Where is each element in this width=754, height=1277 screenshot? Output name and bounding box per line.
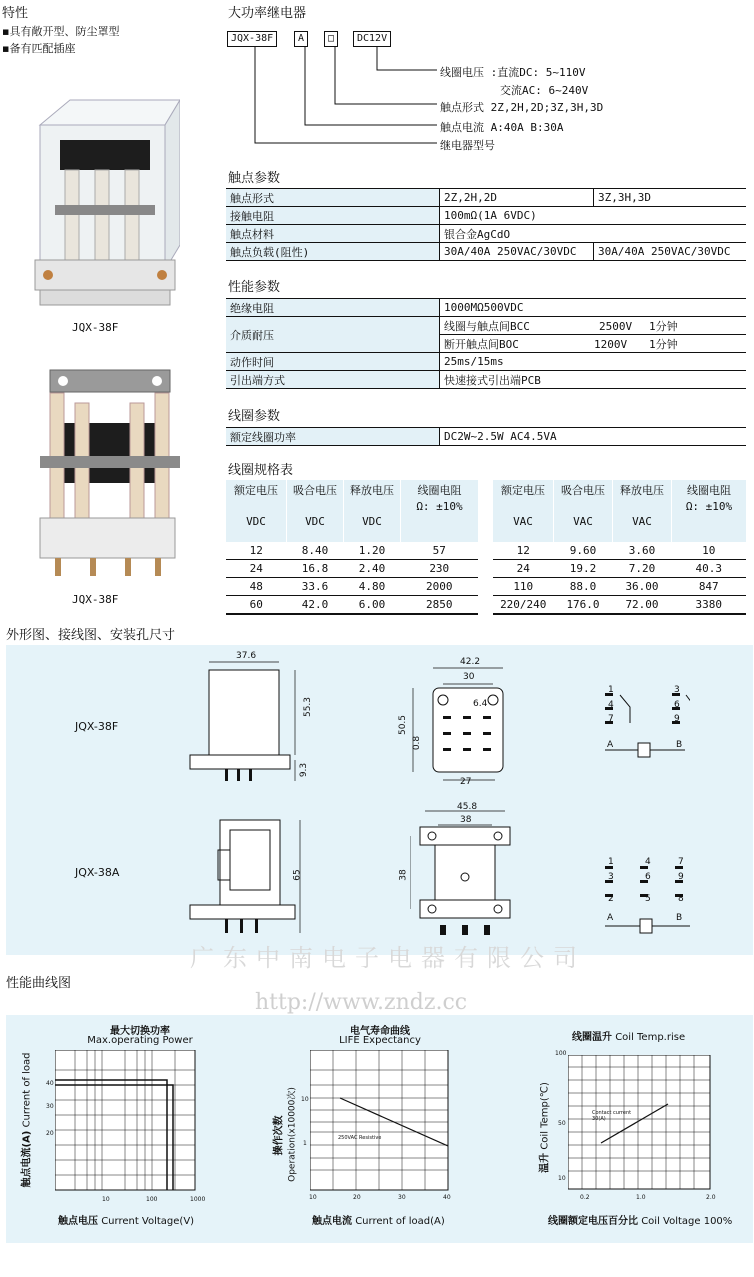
coil-params-title: 线圈参数	[228, 409, 281, 424]
company-watermark: 广东中南电子电器有限公司	[190, 944, 586, 972]
drawing-model-label: JQX-38A	[75, 866, 120, 879]
feature-item: ▪具有敞开型、防尘罩型	[2, 25, 120, 38]
x-tick: 100	[146, 1196, 158, 1203]
x-tick: 1.0	[636, 1194, 646, 1201]
pin-label: 5	[645, 894, 651, 904]
y-axis-label: Operation(x10000次)	[287, 1087, 298, 1182]
chart-annotation: Contact current 30(A)	[592, 1110, 632, 1122]
dim-label: 37.6	[236, 651, 257, 661]
coil-terminal-label: A	[607, 740, 614, 750]
photo-caption: JQX-38F	[72, 321, 119, 334]
chart-title-cn: 电气寿命曲线	[350, 1026, 410, 1037]
relay-photo-enclosed	[30, 95, 180, 310]
dim-label: 0.8	[412, 735, 423, 751]
curves-title: 性能曲线图	[6, 976, 72, 991]
legend-contact-form: 触点形式 2Z,2H,2D;3Z,3H,3D	[440, 101, 604, 114]
relay-photo-open	[35, 368, 185, 583]
dim-label: 9.3	[299, 762, 310, 778]
max-power-chart	[55, 1050, 200, 1195]
y-tick: 20	[46, 1130, 54, 1137]
y-tick: 10	[558, 1175, 566, 1182]
legend-model: 继电器型号	[440, 139, 495, 152]
x-tick: 10	[309, 1194, 317, 1201]
life-expectancy-chart	[310, 1050, 450, 1192]
coil-terminal-label: B	[676, 913, 683, 923]
pin-label: 1	[608, 685, 614, 695]
coil-spec-title: 线圈规格表	[228, 463, 294, 478]
coil-spec-ac-table: 额定电压 吸合电压 释放电压 线圈电阻 VAC VAC VAC Ω: ±10% 12 9.60 3.60 10 24 19.2 7.20 40.3 110 88.0 36.00 847 220/240 176.0 72.00 3380	[493, 480, 746, 615]
y-tick: 50	[558, 1120, 566, 1127]
x-tick: 10	[102, 1196, 110, 1203]
x-axis-label: 触点电压 Current Voltage(V)	[58, 1216, 195, 1227]
drawings-title: 外形图、接线图、安装孔尺寸	[6, 628, 176, 643]
pin-label: 4	[645, 857, 651, 867]
drawing-model-label: JQX-38F	[75, 720, 119, 733]
pin-label: 6	[674, 700, 680, 710]
dim-label: 6.4	[473, 699, 488, 709]
feature-item: ▪备有匹配插座	[2, 42, 76, 55]
model-code-box: JQX-38F	[227, 31, 277, 47]
performance-params-table: 绝缘电阻 1000MΩ500VDC 介质耐压 线圈与触点间BCC 2500V 1分钟 断开触点间BOC 1200V 1分钟 动作时间 25ms/15ms 引出端方式 快速接式引出端PCB	[226, 298, 746, 389]
pin-label: 6	[645, 872, 651, 882]
dim-label: 50.5	[398, 714, 409, 736]
chart-title-cn: 最大切换功率	[110, 1026, 170, 1037]
y-axis-label: 操作次数	[273, 1115, 285, 1156]
dim-label: 45.8	[457, 802, 478, 812]
pin-label: 4	[608, 700, 614, 710]
chart-annotation: 250VAC Resistive	[338, 1135, 382, 1141]
pin-label: 8	[678, 894, 684, 904]
x-tick: 0.2	[580, 1194, 590, 1201]
chart-title-en: Max.operating Power	[87, 1035, 193, 1046]
dim-label: 27	[460, 777, 472, 787]
coil-terminal-label: B	[676, 740, 683, 750]
features-title: 特性	[2, 6, 29, 21]
pin-label: 3	[608, 872, 614, 882]
jqx38f-wiring-diagram	[600, 685, 690, 765]
performance-params-title: 性能参数	[228, 280, 281, 295]
jqx38a-mounting-view	[410, 805, 520, 950]
photo-caption: JQX-38F	[72, 593, 119, 606]
x-axis-label: 触点电流 Current of load(A)	[312, 1216, 445, 1227]
legend-coil-voltage: 线圈电压 :直流DC: 5~110V	[440, 66, 586, 79]
x-tick: 2.0	[706, 1194, 716, 1201]
x-axis-label: 线圈额定电压百分比 Coil Voltage 100%	[548, 1216, 733, 1227]
contact-params-title: 触点参数	[228, 171, 281, 186]
coil-temp-chart	[568, 1055, 713, 1191]
y-axis-label: 触点电流(A) Current of load	[21, 1052, 33, 1188]
pin-label: 7	[608, 714, 614, 724]
model-code-box: □	[324, 31, 338, 47]
pin-label: 9	[678, 872, 684, 882]
jqx38a-side-view	[185, 810, 310, 950]
y-tick: 1	[303, 1140, 307, 1147]
chart-title: 线圈温升 Coil Temp.rise	[572, 1032, 686, 1043]
model-code-box: A	[294, 31, 308, 47]
y-tick: 40	[46, 1080, 54, 1087]
chart-title-en: LIFE Expectancy	[339, 1035, 421, 1046]
x-tick: 30	[398, 1194, 406, 1201]
dim-label: 38	[460, 815, 472, 825]
coil-terminal-label: A	[607, 913, 614, 923]
legend-contact-current: 触点电流 A:40A B:30A	[440, 121, 564, 134]
x-tick: 1000	[190, 1196, 206, 1203]
dim-label: 55.3	[303, 696, 314, 718]
y-axis-label: 温升 Coil Temp(℃)	[539, 1082, 551, 1173]
jqx38f-mounting-view	[405, 660, 515, 790]
coil-spec-dc-table: 额定电压 吸合电压 释放电压 线圈电阻 VDC VDC VDC Ω: ±10% 12 8.40 1.20 57 24 16.8 2.40 230 48 33.6 4.80 2000 60 42.0 6.00 2850	[226, 480, 478, 615]
pin-label: 7	[678, 857, 684, 867]
model-code-box: DC12V	[353, 31, 391, 47]
pin-label: 2	[608, 894, 614, 904]
y-tick: 30	[46, 1103, 54, 1110]
contact-params-table: 触点形式 2Z,2H,2D 3Z,3H,3D 接触电阻 100mΩ(1A 6VDC) 触点材料 银合金AgCdO 触点负载(阻性) 30A/40A 250VAC/30VDC 30A/40A 250VAC/30VDC	[226, 188, 746, 261]
pin-label: 3	[674, 685, 680, 695]
y-tick: 10	[301, 1096, 309, 1103]
x-tick: 20	[353, 1194, 361, 1201]
dim-label: 42.2	[460, 657, 481, 667]
pin-label: 1	[608, 857, 614, 867]
model-code-leader-lines	[225, 46, 445, 146]
dim-label: 38	[398, 869, 409, 881]
pin-label: 9	[674, 714, 680, 724]
model-code-title: 大功率继电器	[228, 6, 307, 21]
y-tick: 100	[555, 1050, 567, 1057]
url-watermark: http://www.zndz.cc	[255, 990, 468, 1015]
x-tick: 40	[443, 1194, 451, 1201]
dim-label: 30	[463, 672, 475, 682]
dim-label: 65	[292, 869, 303, 881]
jqx38f-side-view	[185, 650, 310, 795]
legend-ac-voltage: 交流AC: 6~240V	[500, 84, 589, 97]
coil-params-table: 额定线圈功率 DC2W~2.5W AC4.5VA	[226, 427, 746, 446]
